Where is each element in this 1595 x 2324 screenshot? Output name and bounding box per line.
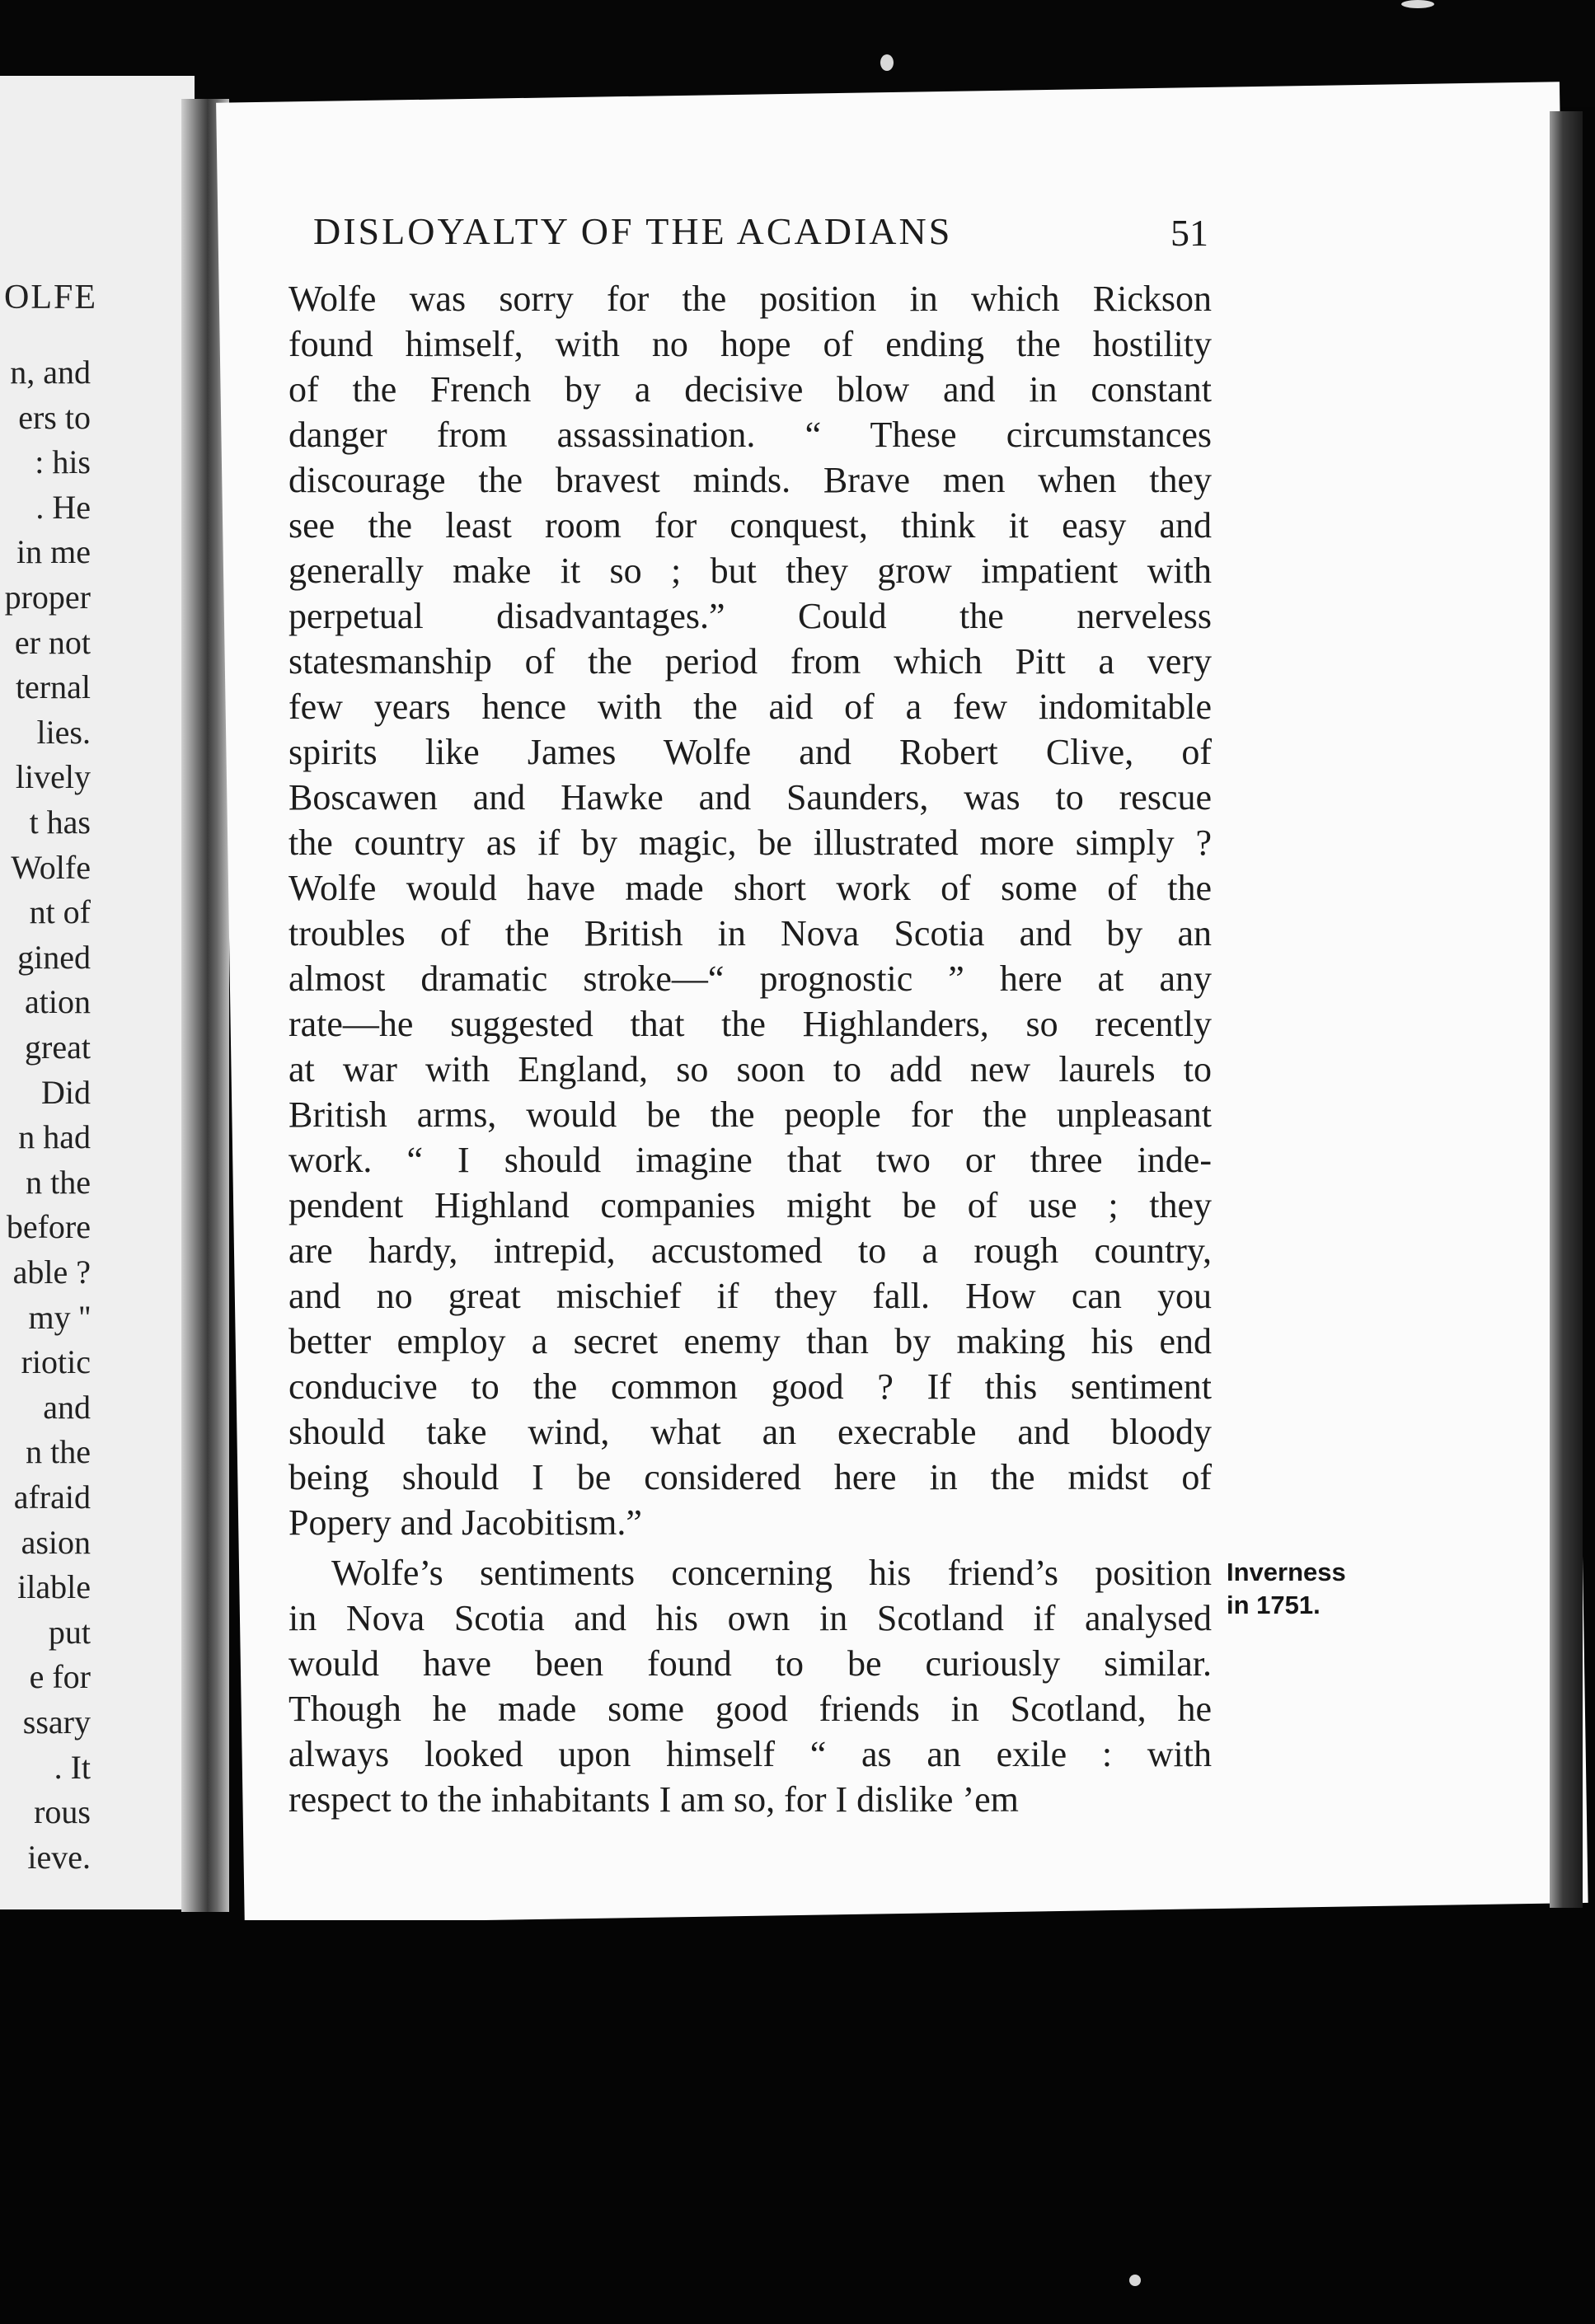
- left-page-line: ssary: [22, 1703, 91, 1741]
- dust-speck: [1129, 2275, 1141, 2286]
- text-line: found himself, with no hope of ending the hostility: [289, 324, 1212, 364]
- text-line: would have been found to be curiously similar.: [289, 1643, 1212, 1684]
- text-line: discourage the bravest minds. Brave men when they: [289, 460, 1212, 500]
- left-page-line: asion: [21, 1523, 91, 1561]
- left-page-line: Did: [41, 1073, 91, 1111]
- scanner-background-bottom: [0, 1920, 1595, 2324]
- running-head: DISLOYALTY OF THE ACADIANS: [313, 210, 953, 252]
- left-page-line: gined: [17, 938, 91, 976]
- left-page-line: able ?: [12, 1253, 91, 1291]
- text-line: perpetual disadvantages.” Could the nerveless: [289, 596, 1212, 636]
- text-line: Though he made some good friends in Scotland, he: [289, 1689, 1212, 1729]
- left-running-head-fragment: OLFE: [4, 279, 97, 316]
- text-line: see the least room for conquest, think it easy and: [289, 505, 1212, 546]
- text-line: troubles of the British in Nova Scotia and by an: [289, 913, 1212, 953]
- text-line: the country as if by magic, be illustrated more simply ?: [289, 822, 1212, 863]
- left-page-line: nt of: [29, 893, 91, 931]
- left-page-line: ilable: [17, 1568, 91, 1606]
- text-line: almost dramatic stroke—“ prognostic ” here at any: [289, 958, 1212, 999]
- text-line: pendent Highland companies might be of use ; they: [289, 1185, 1212, 1225]
- left-page-line: . It: [54, 1748, 91, 1786]
- text-line: statesmanship of the period from which Pitt a very: [289, 641, 1212, 682]
- text-line: respect to the inhabitants I am so, for I dislike ’em: [289, 1779, 1019, 1820]
- text-line: few years hence with the aid of a few indomitable: [289, 686, 1212, 727]
- left-page-line: in me: [16, 533, 91, 571]
- paragraph: [289, 276, 1212, 1545]
- paragraph: [289, 1550, 1212, 1822]
- body-text: [289, 276, 1212, 1822]
- sidenote-line: in 1751.: [1227, 1591, 1321, 1619]
- left-page-line: ers to: [18, 398, 91, 436]
- left-page-line: e for: [29, 1658, 91, 1696]
- text-line: at war with England, so soon to add new laurels to: [289, 1049, 1212, 1089]
- left-page-line: put: [48, 1613, 91, 1651]
- sidenote-line: Inverness: [1227, 1558, 1346, 1586]
- left-page-line: ation: [25, 983, 91, 1021]
- left-page-line: lies.: [36, 713, 91, 751]
- left-page-line: ieve.: [27, 1838, 91, 1876]
- text-line: danger from assassination. “ These circumstances: [289, 415, 1212, 455]
- text-line: Boscawen and Hawke and Saunders, was to rescue: [289, 777, 1212, 818]
- left-page-line: ternal: [15, 668, 91, 706]
- left-page-line: er not: [14, 623, 91, 661]
- left-page-line: rous: [34, 1793, 91, 1831]
- text-line: better employ a secret enemy than by making his end: [289, 1321, 1212, 1361]
- text-line: rate—he suggested that the Highlanders, so recently: [289, 1004, 1212, 1044]
- left-page-line: my '': [28, 1298, 91, 1336]
- left-page-line: proper: [4, 579, 91, 616]
- text-line: always looked upon himself “ as an exile : with: [289, 1734, 1212, 1774]
- left-page-line: Wolfe: [11, 848, 91, 886]
- text-line: generally make it so ; but they grow impatient with: [289, 551, 1212, 591]
- left-page-line: n the: [26, 1163, 91, 1201]
- left-page-line: . He: [35, 488, 91, 526]
- text-line: spirits like James Wolfe and Robert Clive, of: [289, 732, 1212, 772]
- text-line: and no great mischief if they fall. How can you: [289, 1276, 1212, 1316]
- text-line: work. “ I should imagine that two or three inde-: [289, 1140, 1212, 1180]
- page-number: 51: [1170, 212, 1208, 254]
- left-page-line: n had: [18, 1118, 91, 1156]
- left-page-line: great: [25, 1028, 91, 1066]
- left-page-line: before: [6, 1208, 91, 1246]
- text-line: are hardy, intrepid, accustomed to a rough country,: [289, 1230, 1212, 1271]
- left-page-line: lively: [15, 758, 91, 796]
- left-page-line: t has: [29, 804, 91, 841]
- left-page-line: n the: [26, 1433, 91, 1471]
- text-line: Popery and Jacobitism.”: [289, 1502, 642, 1543]
- text-line: being should I be considered here in the midst of: [289, 1457, 1212, 1497]
- left-page-line: and: [43, 1388, 91, 1426]
- text-line: British arms, would be the people for the unpleasant: [289, 1094, 1212, 1135]
- text-line: should take wind, what an execrable and bloody: [289, 1412, 1212, 1452]
- left-page-line: afraid: [13, 1478, 91, 1516]
- left-page-line: riotic: [21, 1343, 91, 1381]
- left-page-line: n, and: [10, 354, 91, 391]
- text-line: Wolfe would have made short work of some of the: [289, 868, 1212, 908]
- text-line: conducive to the common good ? If this sentiment: [289, 1366, 1212, 1407]
- left-page-line: : his: [35, 443, 91, 481]
- text-line: of the French by a decisive blow and in constant: [289, 369, 1212, 410]
- text-line: Wolfe was sorry for the position in which Rickson: [289, 279, 1212, 319]
- text-line: Wolfe’s sentiments concerning his friend’s position: [331, 1553, 1212, 1593]
- text-line: in Nova Scotia and his own in Scotland if analysed: [289, 1598, 1212, 1638]
- margin-sidenote: [1227, 1556, 1367, 1622]
